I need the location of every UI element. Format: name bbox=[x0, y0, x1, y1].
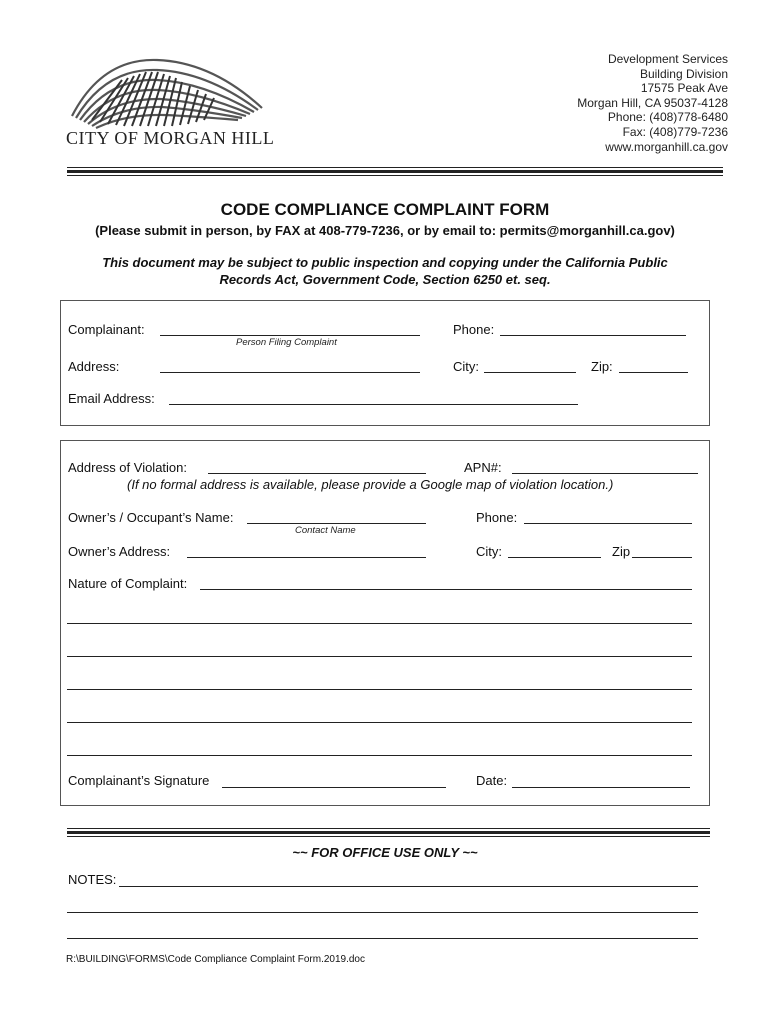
complainant-field[interactable] bbox=[160, 335, 420, 336]
complaint-line[interactable] bbox=[67, 722, 692, 723]
email-field[interactable] bbox=[169, 404, 578, 405]
signature-field[interactable] bbox=[222, 787, 446, 788]
nature-of-complaint-label: Nature of Complaint: bbox=[68, 576, 188, 591]
complainant-hint: Person Filing Complaint bbox=[236, 337, 337, 348]
complainant-phone-label: Phone: bbox=[453, 322, 495, 337]
address-line: 17575 Peak Ave bbox=[640, 81, 728, 96]
map-note: (If no formal address is available, please provide a Google map of violation location.) bbox=[127, 477, 614, 492]
violation-address-field[interactable] bbox=[208, 473, 426, 474]
owner-city-field[interactable] bbox=[508, 557, 601, 558]
file-path-footer: R:\BUILDING\FORMS\Code Compliance Complaint Form.2019.doc bbox=[66, 954, 365, 965]
complaint-line[interactable] bbox=[67, 755, 692, 756]
apn-label: APN#: bbox=[464, 460, 502, 475]
address-line: Fax: (408)779-7236 bbox=[622, 124, 728, 139]
city-logo-text: CITY OF MORGAN HILL bbox=[66, 128, 275, 148]
address-line: Morgan Hill, CA 95037-4128 bbox=[577, 95, 728, 110]
email-label: Email Address: bbox=[68, 391, 155, 406]
complaint-line[interactable] bbox=[67, 656, 692, 657]
complainant-zip-field[interactable] bbox=[619, 372, 688, 373]
owner-address-label: Owner’s Address: bbox=[68, 544, 171, 559]
complainant-label: Complainant: bbox=[68, 322, 145, 337]
apn-field[interactable] bbox=[512, 473, 698, 474]
owner-address-field[interactable] bbox=[187, 557, 426, 558]
department-address-block bbox=[577, 52, 728, 154]
office-divider bbox=[67, 828, 710, 837]
complaint-line[interactable] bbox=[67, 623, 692, 624]
address-line: Development Services bbox=[607, 52, 728, 66]
complainant-zip-label: Zip: bbox=[591, 359, 613, 374]
website-link[interactable]: www.morganhill.ca.gov bbox=[605, 139, 728, 154]
complaint-line[interactable] bbox=[67, 689, 692, 690]
complainant-address-field[interactable] bbox=[160, 372, 420, 373]
owner-city-label: City: bbox=[476, 544, 502, 559]
signature-label: Complainant’s Signature bbox=[68, 773, 210, 788]
owner-zip-field[interactable] bbox=[632, 557, 692, 558]
owner-zip-label: Zip bbox=[612, 544, 631, 559]
contact-hint: Contact Name bbox=[295, 525, 356, 536]
violation-address-label: Address of Violation: bbox=[68, 460, 187, 475]
owner-name-field[interactable] bbox=[247, 523, 426, 524]
complainant-phone-field[interactable] bbox=[500, 335, 686, 336]
notes-line[interactable] bbox=[67, 938, 698, 939]
office-use-heading: ~~ FOR OFFICE USE ONLY ~~ bbox=[292, 845, 478, 860]
owner-phone-field[interactable] bbox=[524, 523, 692, 524]
notes-field[interactable] bbox=[119, 886, 698, 887]
nature-of-complaint-field[interactable] bbox=[200, 589, 692, 590]
form-title: CODE COMPLIANCE COMPLAINT FORM bbox=[220, 200, 550, 219]
form-subtitle: (Please submit in person, by FAX at 408-779-7236, or by email to: permits@morganhill.ca.gov) bbox=[95, 223, 675, 238]
complainant-city-label: City: bbox=[453, 359, 479, 374]
notice-line: This document may be subject to public inspection and copying under the California Public bbox=[102, 255, 668, 270]
notice-line: Records Act, Government Code, Section 6250 et. seq. bbox=[219, 272, 551, 287]
date-field[interactable] bbox=[512, 787, 690, 788]
owner-phone-label: Phone: bbox=[476, 510, 518, 525]
header-divider bbox=[67, 167, 723, 176]
address-line: Building Division bbox=[639, 66, 728, 81]
address-line: Phone: (408)778-6480 bbox=[607, 110, 728, 125]
notes-label: NOTES: bbox=[68, 872, 117, 887]
date-label: Date: bbox=[476, 773, 508, 788]
complainant-address-label: Address: bbox=[68, 359, 120, 374]
owner-name-label: Owner’s / Occupant’s Name: bbox=[68, 510, 234, 525]
complainant-city-field[interactable] bbox=[484, 372, 576, 373]
public-records-notice bbox=[60, 254, 710, 288]
notes-line[interactable] bbox=[67, 912, 698, 913]
